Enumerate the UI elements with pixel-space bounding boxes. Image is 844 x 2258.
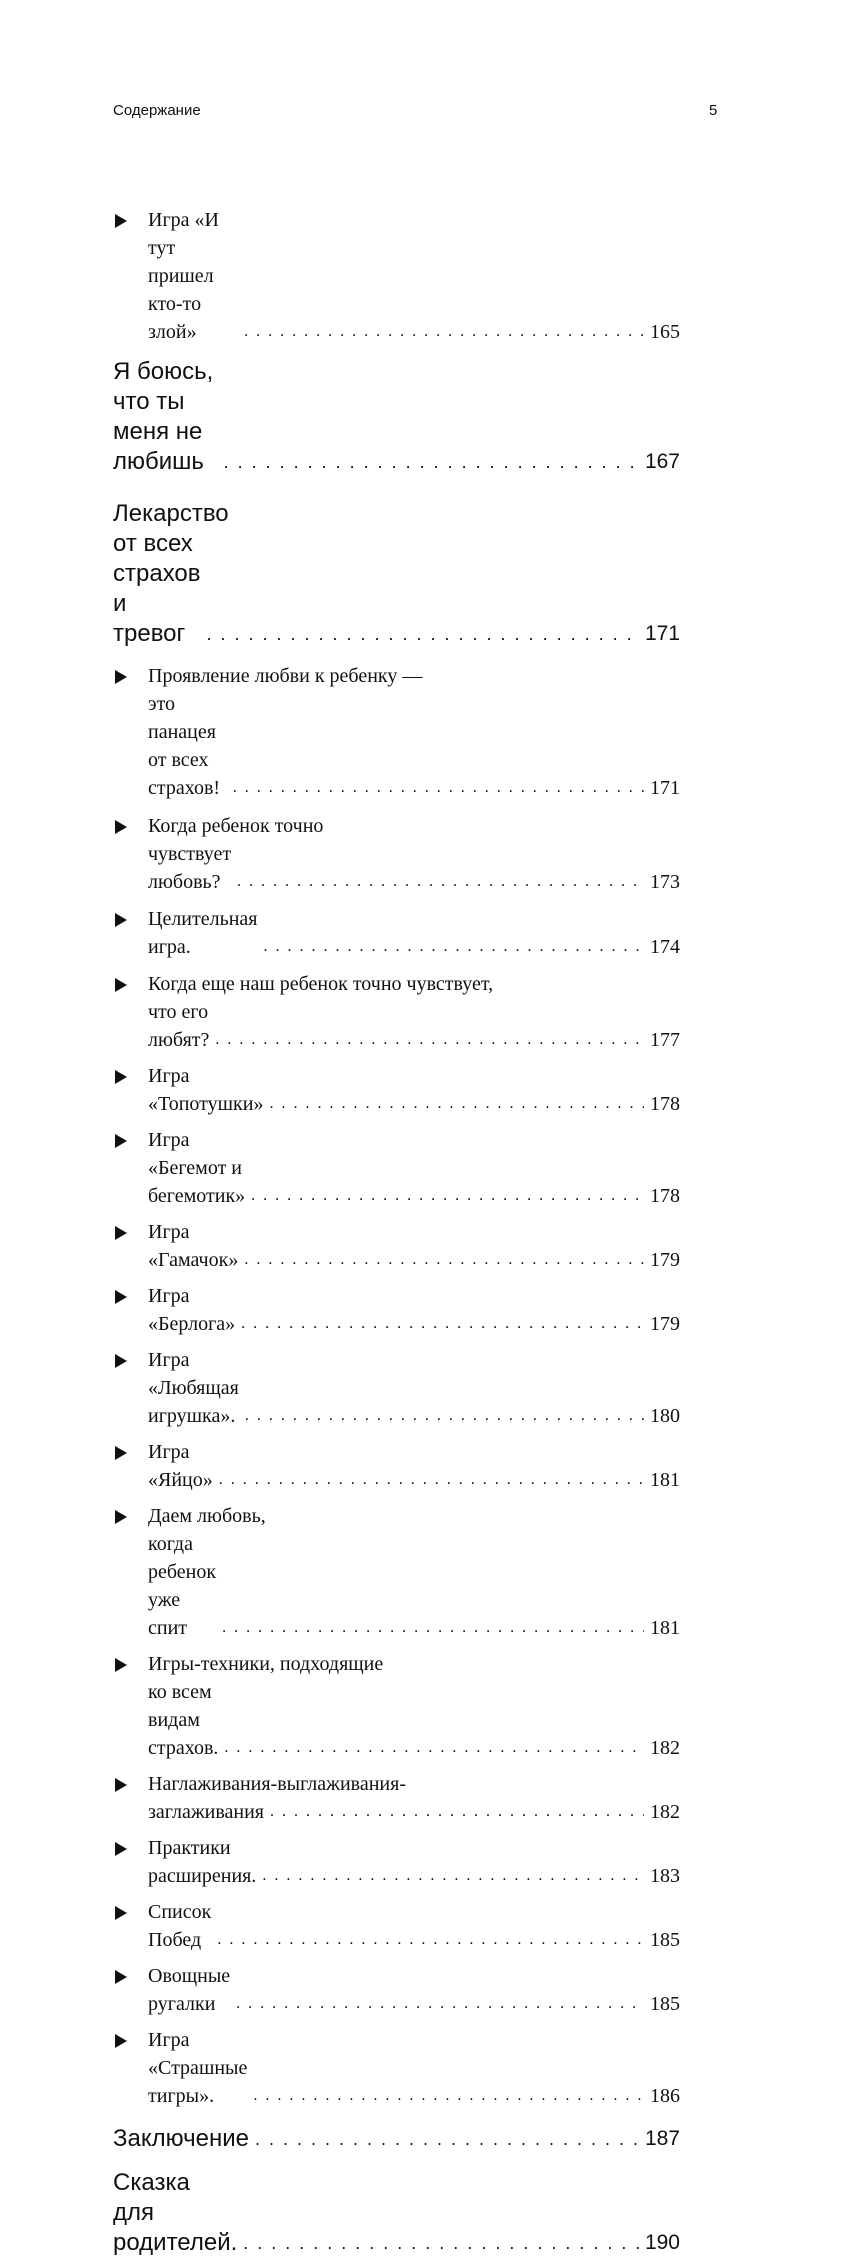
running-head: Содержание: [113, 102, 201, 119]
toc-page-number: 181: [650, 1469, 680, 1491]
toc-item[interactable]: [113, 1126, 680, 1210]
toc-page-number: 190: [644, 2231, 680, 2254]
dot-leader: [215, 1026, 644, 1054]
toc-item[interactable]: [113, 1438, 680, 1494]
toc-item[interactable]: [113, 970, 680, 1054]
toc-entry-title: чувствует любовь?: [148, 843, 232, 893]
toc-item[interactable]: [113, 1502, 680, 1642]
bullet-triangle-icon: [115, 1842, 127, 1856]
toc-entry-title: это панацея от всех страхов!: [148, 693, 221, 799]
toc-page-number: 165: [650, 321, 680, 343]
toc-entry-title: когда ребенок уже спит: [148, 1533, 217, 1639]
toc-page-number: 179: [650, 1313, 680, 1335]
toc-item[interactable]: [113, 905, 680, 961]
dot-leader: [224, 1734, 644, 1762]
bullet-triangle-icon: [115, 670, 127, 684]
toc-entry-title: Наглаживания-выглаживания-: [148, 1773, 406, 1795]
toc-chapter[interactable]: [113, 2168, 680, 2258]
toc-entry-title: Даем любовь,: [148, 1505, 266, 1527]
toc-entry-title: Игра «Яйцо»: [148, 1441, 213, 1491]
toc-item[interactable]: [113, 1346, 680, 1430]
toc-entry-title: Проявление любви к ребенку —: [148, 665, 423, 687]
bullet-triangle-icon: [115, 1354, 127, 1368]
bullet-triangle-icon: [115, 820, 127, 834]
toc-entry-title: Когда ребенок точно: [148, 815, 324, 837]
toc-item[interactable]: [113, 812, 680, 896]
dot-leader: [264, 933, 644, 961]
toc-entry-title: Заключение: [113, 2125, 249, 2152]
bullet-triangle-icon: [115, 214, 127, 228]
toc-page-number: 174: [650, 936, 680, 958]
toc-page-number: 182: [650, 1737, 680, 1759]
dot-leader: [255, 2124, 639, 2154]
toc-entry-title: Овощные ругалки: [148, 1965, 231, 2015]
toc-entry-title: Целительная игра.: [148, 908, 258, 958]
toc-page-number: 167: [644, 450, 680, 473]
toc-entry-title: Игра «Любящая игрушка».: [148, 1349, 239, 1427]
toc-entry-title: что его любят?: [148, 1001, 210, 1051]
bullet-triangle-icon: [115, 2034, 127, 2048]
toc-entry-title: Сказка для родителей.: [113, 2169, 238, 2256]
dot-leader: [237, 868, 644, 896]
toc-entry-title: Игра «Бегемот и бегемотик»: [148, 1129, 246, 1207]
toc-item[interactable]: [113, 1218, 680, 1274]
bullet-triangle-icon: [115, 1446, 127, 1460]
toc-page-number: 171: [644, 622, 680, 645]
dot-leader: [270, 1798, 644, 1826]
toc-entry-title: заглаживания: [148, 1801, 265, 1823]
toc-page-number: 179: [650, 1249, 680, 1271]
toc-page-number: 178: [650, 1185, 680, 1207]
bullet-triangle-icon: [115, 1070, 127, 1084]
bullet-triangle-icon: [115, 1778, 127, 1792]
bullet-triangle-icon: [115, 1658, 127, 1672]
toc-entry-title: Игры-техники, подходящие: [148, 1653, 384, 1675]
toc-entry-title: от всех страхов и тревог: [113, 530, 201, 647]
dot-leader: [244, 1246, 644, 1274]
bullet-triangle-icon: [115, 1906, 127, 1920]
toc-entry-title: Игра «Гамачок»: [148, 1221, 239, 1271]
bullet-triangle-icon: [115, 1510, 127, 1524]
dot-leader: [243, 2228, 639, 2258]
toc-page-number: 183: [650, 1865, 680, 1887]
toc-item[interactable]: [113, 206, 680, 346]
toc-page-number: 185: [650, 1993, 680, 2015]
dot-leader: [224, 447, 639, 477]
bullet-triangle-icon: [115, 1134, 127, 1148]
dot-leader: [262, 1862, 644, 1890]
dot-leader: [219, 1466, 644, 1494]
toc-entry-title: Игра «И тут пришел кто-то злой»: [148, 209, 219, 343]
toc-entry-title: Я боюсь, что ты меня не любишь: [113, 358, 214, 475]
toc-item[interactable]: [113, 1962, 680, 2018]
bullet-triangle-icon: [115, 913, 127, 927]
toc-item[interactable]: [113, 1770, 680, 1826]
dot-leader: [253, 2082, 644, 2110]
toc-page-number: 177: [650, 1029, 680, 1051]
toc-item[interactable]: [113, 1650, 680, 1762]
toc-page-number: 180: [650, 1405, 680, 1427]
toc-entry-title: Список Побед: [148, 1901, 212, 1951]
toc-item[interactable]: [113, 1282, 680, 1338]
toc-entry-title: Практики расширения.: [148, 1837, 257, 1887]
bullet-triangle-icon: [115, 1290, 127, 1304]
dot-leader: [241, 1310, 644, 1338]
toc-entry-title: Лекарство: [113, 500, 229, 527]
toc-entry-title: Игра «Берлога»: [148, 1285, 236, 1335]
page-number: 5: [709, 102, 718, 119]
dot-leader: [207, 619, 639, 649]
toc-page-number: 173: [650, 871, 680, 893]
toc-page-number: 186: [650, 2085, 680, 2107]
toc-page-number: 187: [644, 2127, 680, 2150]
dot-leader: [245, 1402, 644, 1430]
toc-entry-title: ко всем видам страхов.: [148, 1681, 219, 1759]
toc-page-number: 182: [650, 1801, 680, 1823]
dot-leader: [233, 774, 644, 802]
toc-item[interactable]: [113, 1062, 680, 1118]
toc-item[interactable]: [113, 662, 680, 802]
toc-item[interactable]: [113, 2026, 680, 2110]
toc-item[interactable]: [113, 1898, 680, 1954]
dot-leader: [222, 1614, 644, 1642]
toc-item[interactable]: [113, 1834, 680, 1890]
dot-leader: [244, 318, 644, 346]
table-of-contents: [113, 198, 680, 2258]
toc-page-number: 181: [650, 1617, 680, 1639]
dot-leader: [236, 1990, 644, 2018]
toc-chapter[interactable]: [113, 357, 680, 477]
toc-entry-title: Когда еще наш ребенок точно чувствует,: [148, 973, 494, 995]
bullet-triangle-icon: [115, 978, 127, 992]
bullet-triangle-icon: [115, 1226, 127, 1240]
toc-page-number: 185: [650, 1929, 680, 1951]
dot-leader: [269, 1090, 644, 1118]
toc-page-number: 178: [650, 1093, 680, 1115]
bullet-triangle-icon: [115, 1970, 127, 1984]
dot-leader: [217, 1926, 644, 1954]
toc-entry-title: Игра «Страшные тигры».: [148, 2029, 248, 2107]
dot-leader: [251, 1182, 644, 1210]
toc-page-number: 171: [650, 777, 680, 799]
toc-chapter[interactable]: [113, 499, 680, 649]
toc-chapter[interactable]: [113, 2124, 680, 2154]
toc-entry-title: Игра «Топотушки»: [148, 1065, 264, 1115]
